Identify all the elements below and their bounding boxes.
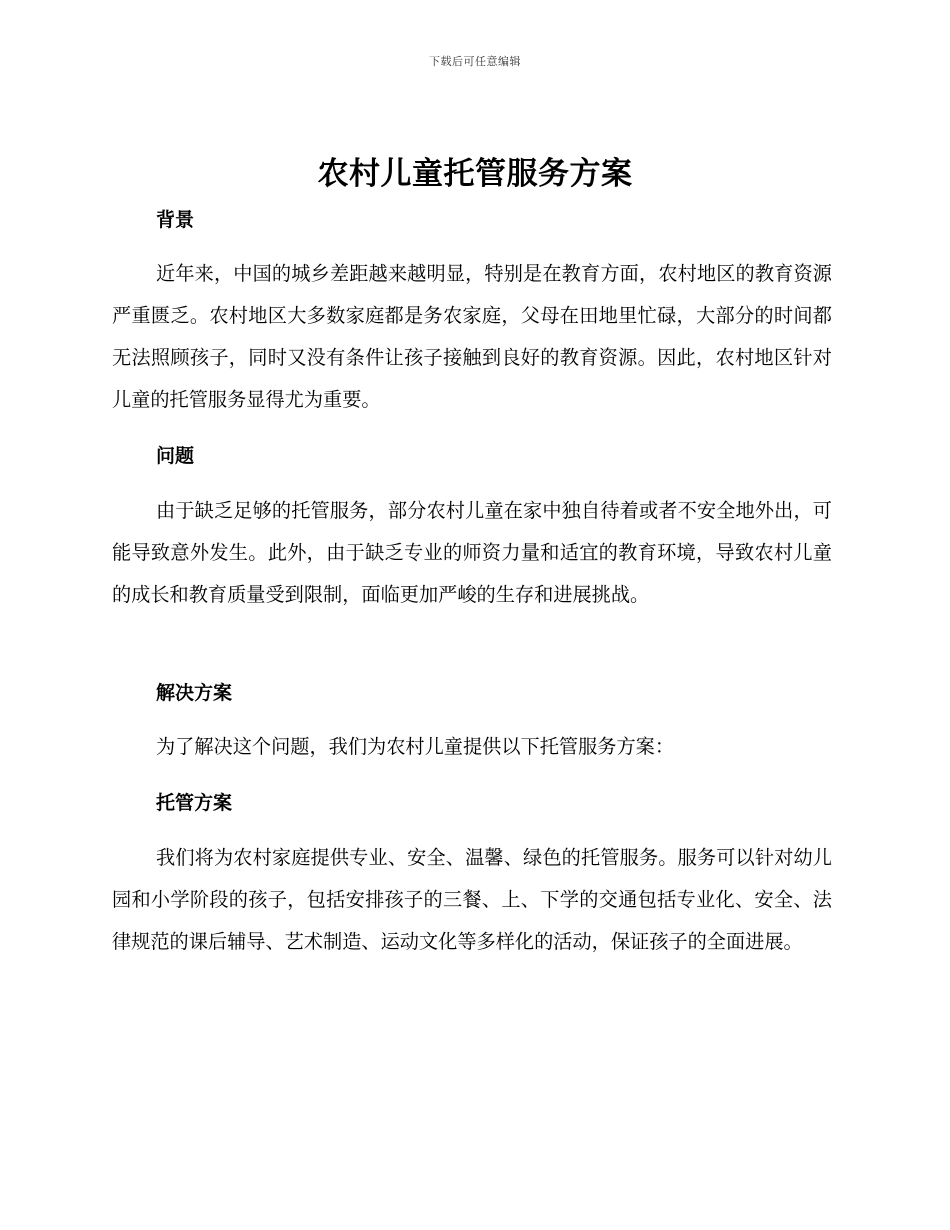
section-heading-background: 背景 — [156, 209, 195, 231]
section-heading-solution: 解决方案 — [156, 682, 233, 704]
document-title: 农村儿童托管服务方案 — [317, 156, 633, 192]
section-heading-problem: 问题 — [156, 445, 195, 467]
section-paragraph-solution: 为了解决这个问题，我们为农村儿童提供以下托管服务方案： — [156, 735, 675, 758]
section-paragraph-care-plan: 我们将为农村家庭提供专业、安全、温馨、绿色的托管服务。服务可以针对幼儿园和小学阶段的孩子，包括安排孩子的三餐、上、下学的交通包括专业化、安全、法律规范的课后辅导、艺术制造、运动文化等多样化的活动，保证孩子的全面进展。 — [112, 846, 832, 953]
section-heading-care-plan: 托管方案 — [156, 792, 233, 814]
section-paragraph-background: 近年来，中国的城乡差距越来越明显，特别是在教育方面，农村地区的教育资源严重匮乏。农村地区大多数家庭都是务农家庭，父母在田地里忙碌，大部分的时间都无法照顾孩子，同时又没有条件让孩子接触到良好的教育资源。因此，农村地区针对儿童的托管服务显得尤为重要。 — [112, 262, 832, 411]
section-paragraph-problem: 由于缺乏足够的托管服务，部分农村儿童在家中独自待着或者不安全地外出，可能导致意外发生。此外，由于缺乏专业的师资力量和适宜的教育环境，导致农村儿童的成长和教育质量受到限制，面临更加严峻的生存和进展挑战。 — [112, 499, 832, 606]
page-header-note: 下载后可任意编辑 — [429, 55, 521, 68]
